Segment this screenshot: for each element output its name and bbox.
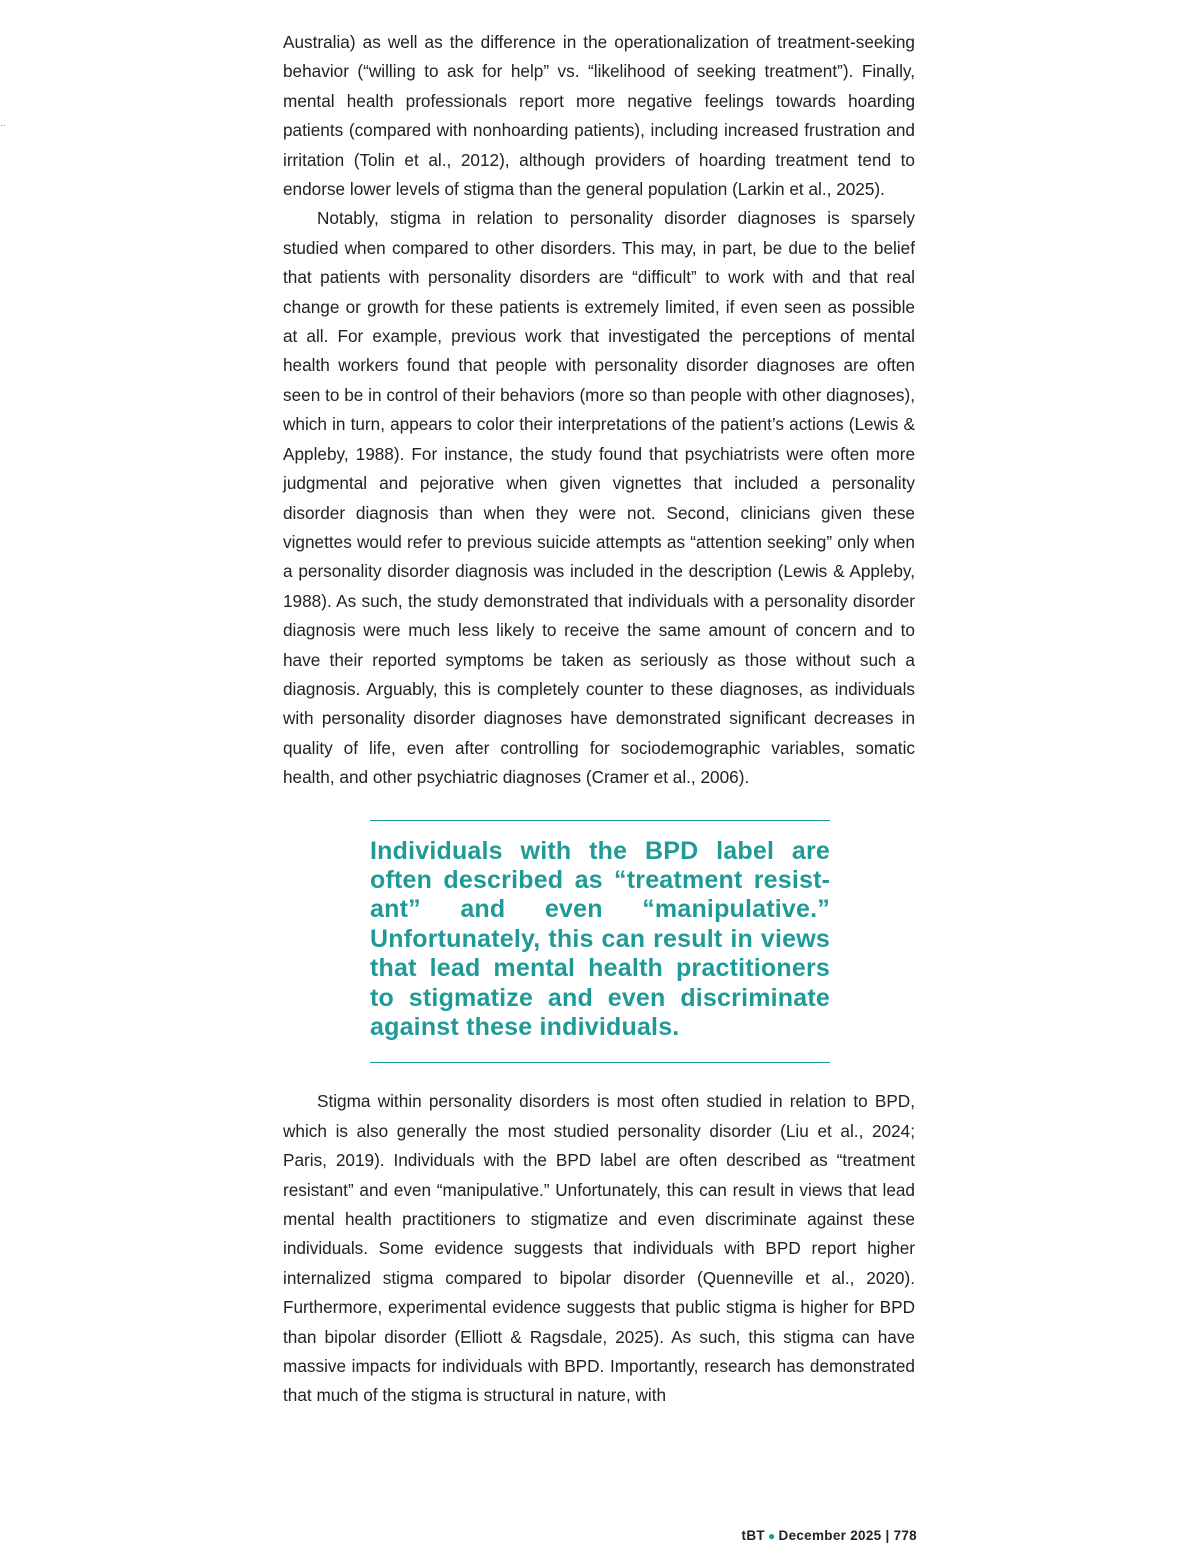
pull-quote-text: Individuals with the BPD label are often described as “treatment resistant” and even “manipulative.” Unfortunately, this can result in views that lead mental health practitioners to stigmatize and even discriminate against these individuals. [370, 836, 830, 1041]
separator: | [885, 1528, 890, 1543]
body-paragraph-1: Australia) as well as the difference in the operationalization of treatment-seeking behavior (“willing to ask for help” vs. “likelihood of seeking treatment”). Finally, mental health professionals report more negative feelings towards hoarding patients (compared with nonhoarding patients), including increased frustration and irritation (Tolin et al., 2012), although providers of hoarding treatment tend to endorse lower levels of stigma than the general population (Larkin et al., 2025). [283, 32, 915, 200]
journal-name: tBT [741, 1528, 765, 1543]
pull-quote [370, 820, 830, 1064]
page-number: 778 [893, 1528, 917, 1543]
body-paragraph-2: Notably, stigma in relation to personality disorder diagnoses is sparsely studied when compared to other disorders. This may, in part, be due to the belief that patients with personality disorders are “difficult” to work with and that real change or growth for these patients is extremely limited, if even seen as possible at all. For example, previous work that investigated the perceptions of mental health workers found that people with personality disorder diagnoses are often seen to be in control of their behaviors (more so than people with other diagnoses), which in turn, appears to color their interpretations of the patient’s actions (Lewis & Appleby, 1988). For instance, the study found that psychiatrists were often more judgmental and pejorative when given vignettes that included a personality disorder diagnosis than when they were not. Second, clinicians given these vignettes would refer to previous suicide attempts as “attention seeking” only when a personality disorder diagnosis was included in the description (Lewis & Appleby, 1988). As such, the study demonstrated that individuals with a personality disorder diagnosis were much less likely to receive the same amount of concern and to have their reported symptoms be taken as seriously as those without such a diagnosis. Arguably, this is completely counter to these diagnoses, as individuals with personality disorder diagnoses have demonstrated significant decreases in quality of life, even after controlling for sociodemographic variables, somatic health, and other psychiatric diagnoses (Cramer et al., 2006). [283, 208, 915, 788]
bullet-dot-icon: ● [767, 1529, 776, 1543]
article-column [283, 28, 915, 1411]
issue-date: December 2025 [778, 1528, 882, 1543]
page-footer [742, 1528, 917, 1543]
body-paragraph-3: Stigma within personality disorders is most often studied in relation to BPD, which is also generally the most studied personality disorder (Liu et al., 2024; Paris, 2019). Individuals with the BPD label are often described as “treatment resistant” and even “manipulative.” Unfortunately, this can result in views that lead mental health practitioners to stigmatize and even discriminate against these individuals. Some evidence suggests that individuals with BPD report higher internalized stigma compared to bipolar disorder (Quenneville et al., 2020). Furthermore, experimental evidence suggests that public stigma is higher for BPD than bipolar disorder (Elliott & Ragsdale, 2025). As such, this stigma can have massive impacts for individuals with BPD. Importantly, research has demonstrated that much of the stigma is structural in nature, with [283, 1091, 915, 1406]
margin-mark: .. [0, 118, 6, 129]
